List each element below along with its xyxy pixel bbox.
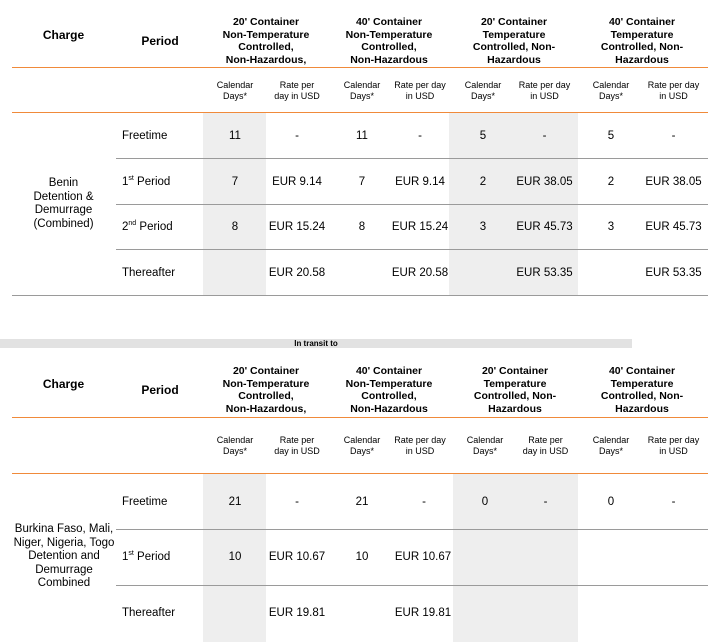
rate-cell: EUR 10.67 — [268, 551, 326, 563]
row-divider — [116, 249, 708, 250]
rate-cell: EUR 20.58 — [391, 267, 449, 279]
period-header: Period — [141, 383, 179, 397]
days-cell: 7 — [231, 176, 239, 188]
row-divider — [116, 529, 708, 530]
rate-cell: - — [542, 130, 547, 142]
container-header-40ft-temp: 40' Container Temperature Controlled, Non- Hazardous — [600, 16, 684, 66]
period-label: 1st Period — [122, 550, 171, 563]
charge-header: Charge — [42, 28, 85, 42]
rate-cell: EUR 9.14 — [395, 176, 445, 188]
days-cell: 3 — [607, 221, 615, 233]
header-rule — [12, 417, 708, 418]
days-cell: 2 — [607, 176, 615, 188]
period-label: 2nd Period — [122, 220, 173, 233]
rate-subheader: Rate per day in USD — [647, 80, 700, 101]
days-cell: 0 — [481, 496, 489, 508]
rate-subheader: Rate per day in USD — [394, 80, 446, 101]
row-divider — [116, 585, 708, 586]
rate-cell: - — [295, 496, 299, 508]
subheader-rule — [12, 473, 708, 474]
container-header-20ft-non-temp: 20' Container Non-Temperature Controlled, Non-Hazardous, — [222, 365, 310, 415]
calendar-days-subheader: Calendar Days* — [343, 80, 381, 101]
rate-cell: EUR 45.73 — [645, 221, 702, 233]
container-header-20ft-temp: 20' Container Temperature Controlled, Non- Hazardous — [473, 365, 557, 415]
charge-label: Burkina Faso, Mali, Niger, Nigeria, Togo Detention and Demurrage Combined — [13, 523, 115, 589]
rate-subheader: Rate per day in USD — [647, 435, 700, 456]
container-header-20ft-temp: 20' Container Temperature Controlled, Non- Hazardous — [472, 16, 556, 66]
days-cell: 10 — [228, 551, 242, 563]
rate-cell: - — [671, 496, 676, 508]
container-header-40ft-non-temp: 40' Container Non-Temperature Controlled, Non-Hazardous — [345, 365, 433, 415]
rate-cell: EUR 45.73 — [516, 221, 573, 233]
container-header-40ft-non-temp: 40' Container Non-Temperature Controlled, Non-Hazardous — [345, 16, 433, 66]
calendar-days-subheader: Calendar Days* — [343, 435, 381, 456]
calendar-days-subheader: Calendar Days* — [216, 80, 254, 101]
subheader-rule — [12, 112, 708, 113]
days-cell: 7 — [358, 176, 366, 188]
rate-cell: EUR 10.67 — [394, 551, 452, 563]
charge-header: Charge — [42, 377, 85, 391]
period-label: Thereafter — [122, 607, 176, 619]
rate-subheader: Rate per day in USD — [394, 435, 446, 456]
rate-subheader: Rate per day in USD — [518, 80, 571, 101]
days-cell: 21 — [355, 496, 369, 508]
rate-cell: EUR 15.24 — [268, 221, 326, 233]
row-divider — [116, 204, 708, 205]
days-cell: 3 — [479, 221, 487, 233]
calendar-days-subheader: Calendar Days* — [216, 435, 254, 456]
period-label: Freetime — [122, 130, 168, 142]
rate-cell: - — [671, 130, 676, 142]
days-cell: 2 — [479, 176, 487, 188]
container-header-20ft-non-temp: 20' Container Non-Temperature Controlled, Non-Hazardous, — [222, 16, 310, 66]
rate-subheader: Rate per day in USD — [274, 435, 320, 456]
days-cell: 10 — [355, 551, 369, 563]
charge-label: Benin Detention & Demurrage (Combined) — [33, 177, 94, 230]
rate-cell: - — [418, 130, 422, 142]
days-cell: 21 — [228, 496, 242, 508]
rate-cell: - — [295, 130, 299, 142]
days-cell: 8 — [358, 221, 366, 233]
rate-cell: EUR 53.35 — [645, 267, 702, 279]
days-cell: 8 — [231, 221, 239, 233]
calendar-days-subheader: Calendar Days* — [466, 435, 504, 456]
rate-cell: EUR 38.05 — [516, 176, 573, 188]
rate-cell: - — [543, 496, 548, 508]
transit-label: In transit to — [294, 339, 338, 348]
days-cell: 11 — [356, 130, 368, 142]
period-label: Thereafter — [122, 267, 176, 279]
rate-cell: EUR 15.24 — [391, 221, 449, 233]
calendar-days-subheader: Calendar Days* — [592, 435, 630, 456]
header-rule — [12, 67, 708, 68]
rate-cell: EUR 20.58 — [268, 267, 326, 279]
period-label: 1st Period — [122, 175, 171, 188]
container-header-40ft-temp: 40' Container Temperature Controlled, Non- Hazardous — [600, 365, 684, 415]
rate-cell: EUR 19.81 — [394, 607, 452, 619]
calendar-days-subheader: Calendar Days* — [464, 80, 502, 101]
rate-cell: EUR 9.14 — [272, 176, 322, 188]
rate-subheader: Rate per day in USD — [522, 435, 569, 456]
row-divider — [116, 158, 708, 159]
rate-cell: EUR 19.81 — [268, 607, 326, 619]
rate-cell: EUR 38.05 — [645, 176, 702, 188]
period-label: Freetime — [122, 496, 168, 508]
calendar-days-subheader: Calendar Days* — [592, 80, 630, 101]
days-cell: 11 — [229, 130, 241, 142]
days-cell: 5 — [607, 130, 615, 142]
period-header: Period — [141, 34, 179, 48]
rate-cell: - — [422, 496, 426, 508]
table-bottom-rule — [12, 295, 708, 296]
rate-subheader: Rate per day in USD — [274, 80, 320, 101]
days-cell: 5 — [479, 130, 487, 142]
days-cell: 0 — [607, 496, 615, 508]
rate-cell: EUR 53.35 — [516, 267, 573, 279]
